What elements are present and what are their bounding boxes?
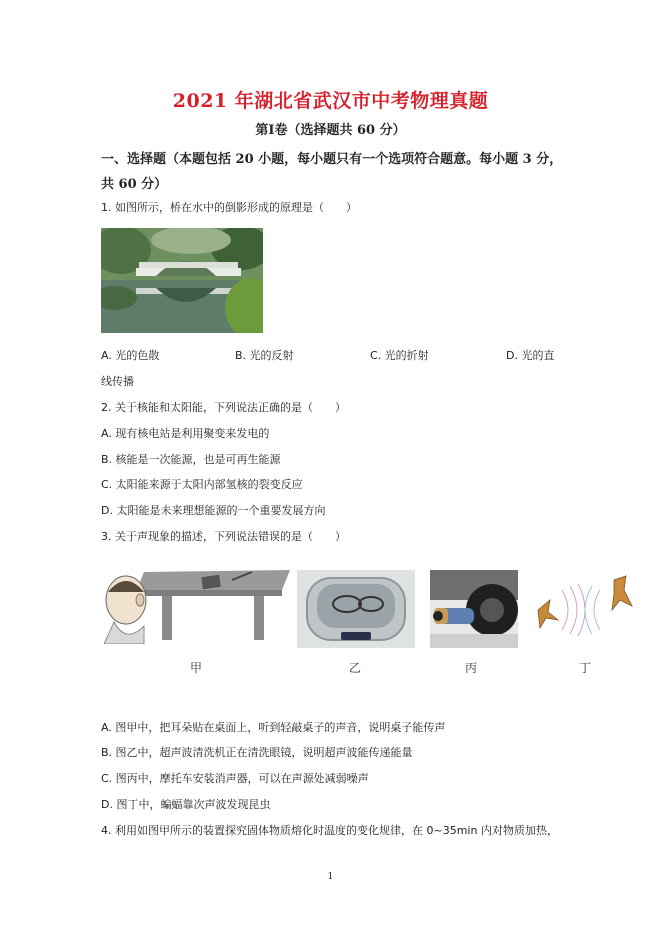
figure-yi-ultrasonic-cleaner xyxy=(297,570,415,648)
q2-option-b: B. 核能是一次能源，也是可再生能源 xyxy=(101,453,281,466)
question-2-stem: 2. 关于核能和太阳能，下列说法正确的是（ ） xyxy=(101,401,346,414)
bridge-reflection-photo xyxy=(101,228,263,333)
paper-subtitle: 第Ⅰ卷（选择题共 60 分） xyxy=(255,123,406,138)
q3-option-d: D. 图丁中，蝙蝠靠次声波发现昆虫 xyxy=(101,798,271,811)
question-1-stem: 1. 如图所示，桥在水中的倒影形成的原理是（ ） xyxy=(101,201,357,214)
figure-caption-ding: 丁 xyxy=(579,661,592,675)
q1-option-a: A. 光的色散 xyxy=(101,349,160,362)
figure-ding-bat-echolocation xyxy=(528,570,636,648)
q1-option-d-wrap: 线传播 xyxy=(101,375,134,388)
question-4-stem: 4. 利用如图甲所示的装置探究固体物质熔化时温度的变化规律，在 0~35min 内对物质加热， xyxy=(101,824,558,837)
q1-option-d: D. 光的直 xyxy=(506,349,555,362)
q2-option-c: C. 太阳能来源于太阳内部氢核的裂变反应 xyxy=(101,478,303,491)
question-3-stem: 3. 关于声现象的描述，下列说法错误的是（ ） xyxy=(101,530,346,543)
figure-caption-bing: 丙 xyxy=(465,661,478,675)
figure-bing-motorcycle-muffler xyxy=(430,570,518,648)
q1-option-b: B. 光的反射 xyxy=(235,349,294,362)
document-title: 2021 年湖北省武汉市中考物理真题 xyxy=(172,90,489,112)
q2-option-d: D. 太阳能是未来理想能源的一个重要发展方向 xyxy=(101,504,326,517)
q3-option-c: C. 图丙中，摩托车安装消声器，可以在声源处减弱噪声 xyxy=(101,772,369,785)
section-heading-cont: 共 60 分） xyxy=(101,177,168,192)
q3-option-b: B. 图乙中，超声波清洗机正在清洗眼镜，说明超声波能传递能量 xyxy=(101,746,413,759)
figure-jia-ear-on-table xyxy=(104,566,292,644)
q3-option-a: A. 图甲中，把耳朵贴在桌面上，听到轻敲桌子的声音，说明桌子能传声 xyxy=(101,721,446,734)
q1-option-c: C. 光的折射 xyxy=(370,349,429,362)
figure-caption-yi: 乙 xyxy=(349,661,362,675)
section-heading: 一、选择题（本题包括 20 小题，每小题只有一个选项符合题意。每小题 3 分， xyxy=(101,152,563,167)
page-number: 1 xyxy=(327,872,334,882)
q2-option-a: A. 现有核电站是利用聚变来发电的 xyxy=(101,427,270,440)
figure-caption-jia: 甲 xyxy=(190,661,203,675)
